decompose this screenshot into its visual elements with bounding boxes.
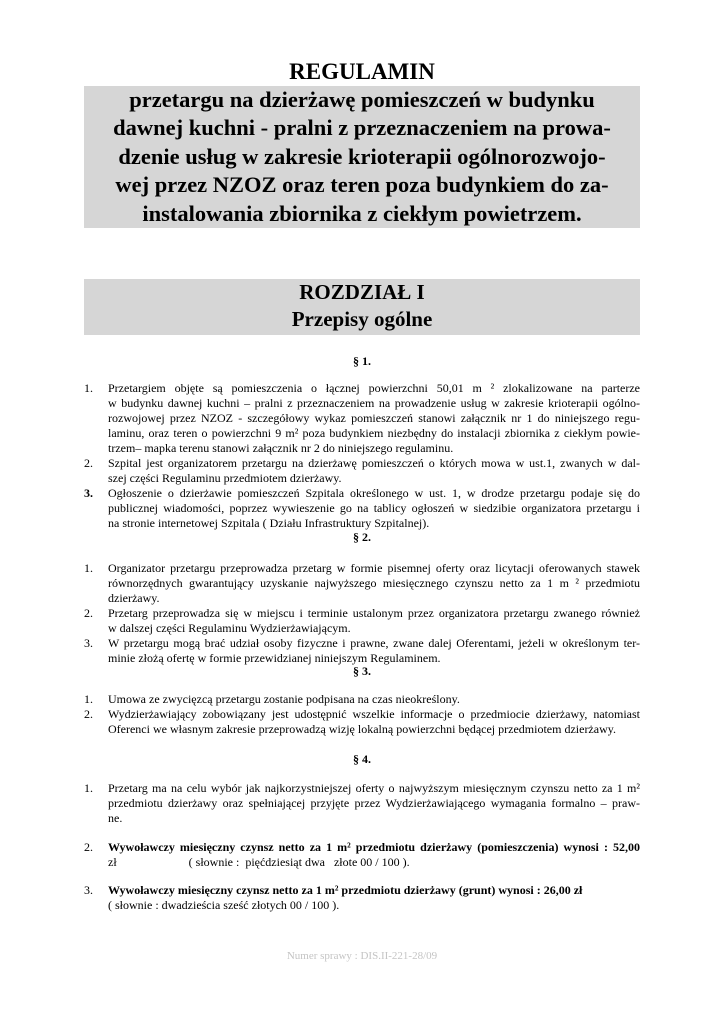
document-subtitle [84, 86, 640, 228]
text-line: ne. [108, 811, 123, 825]
text-line: Oferenci we własnym zakresie przeprowadzą wizję lokalną powierzchni będącej przedmiotem dzierżawy. [108, 722, 616, 736]
text-line: minie złożą ofertę w formie przewidzianej niniejszym Regulaminem. [108, 651, 441, 665]
text-line: W przetargu mogą brać udział osoby fizyczne i prawne, zwane dalej Oferentami, jeżeli w określonym ter- [108, 636, 640, 650]
text-line: Wywoławczy miesięczny czynsz netto za 1 m² przedmiotu dzierżawy (grunt) wynosi : 26,00 zł [108, 883, 583, 897]
text-line: równorzędnych gwarantujący uzyskanie najwyższego miesięcznego czynszu netto za 1 m ² przedmiotu [108, 576, 640, 590]
item-number: 2. [84, 606, 93, 620]
list-item [84, 707, 640, 737]
item-number: 2. [84, 840, 93, 854]
text-line: Wydzierżawiający zobowiązany jest udostępnić wszelkie informacje o przedmiocie dzierżawy, natomiast [108, 707, 640, 721]
chapter-subtitle: Przepisy ogólne [291, 307, 433, 331]
list-item [84, 636, 640, 666]
item-number: 3. [84, 883, 93, 897]
item-number: 1. [84, 781, 93, 795]
subtitle-line: dawnej kuchni - pralni z przeznaczeniem na prowa- [113, 115, 611, 141]
chapter-title: ROZDZIAŁ I [299, 280, 425, 304]
section-mark-1: § 1. [353, 354, 371, 368]
item-number: 3. [84, 636, 93, 650]
item-number: 3. [84, 486, 93, 500]
text-line: dzierżawy. [108, 591, 160, 605]
document-footer: Numer sprawy : DIS.II-221-28/09 [286, 950, 438, 962]
text-line: szej części Regulaminu przedmiotem dzierżawy. [108, 471, 342, 485]
section-2-list [84, 561, 640, 666]
item-number: 1. [84, 381, 93, 395]
list-item [84, 840, 640, 870]
subtitle-line: przetargu na dzierżawę pomieszczeń w budynku [129, 87, 595, 112]
list-item [84, 561, 640, 606]
section-3-list [84, 692, 640, 737]
document-title: REGULAMIN [289, 59, 435, 84]
subtitle-box [84, 86, 640, 228]
text-line: Przetarg ma na celu wybór jak najkorzystniejszej oferty o najwyższym miesięcznym czynszu netto za 1 m² [108, 781, 640, 795]
text-line: Szpital jest organizatorem przetargu na dzierżawę pomieszczeń o których mowa w ust.1, zwanych w dal- [108, 456, 640, 470]
text-line: zł ( słownie : pięćdziesiąt dwa złote 00 / 100 ). [108, 855, 410, 869]
text-line: Ogłoszenie o dzierżawie pomieszczeń Szpitala określonego w ust. 1, w drodze przetargu podaje się do [108, 486, 640, 500]
chapter-header [84, 279, 640, 335]
text-line: w dalszej części Regulaminu Wydzierżawiającym. [108, 621, 351, 635]
subtitle-line: instalowania zbiornika z ciekłym powietrzem. [142, 200, 582, 226]
item-number: 2. [84, 707, 93, 721]
section-4-list-c [84, 883, 640, 913]
text-line: Przetargiem objęte są pomieszczenia o łącznej powierzchni 50,01 m ² zlokalizowane na parterze [108, 381, 640, 395]
text-line: Przetarg przeprowadza się w miejscu i terminie ustalonym przez organizatora przetargu zwanego również [108, 606, 640, 620]
item-text [108, 561, 640, 606]
subtitle-line: dzenie usług w zakresie krioterapii ogólnorozwojo- [118, 143, 606, 169]
text-line: Organizator przetargu przeprowadza przetarg w formie pisemnej oferty oraz licytacji oferowanych stawek [108, 561, 640, 575]
section-4-list [84, 781, 640, 826]
item-text [108, 606, 640, 636]
list-item [84, 692, 640, 707]
item-text [108, 883, 640, 913]
item-text [108, 456, 640, 486]
item-text [108, 781, 640, 826]
list-item [84, 606, 640, 636]
section-mark-3: § 3. [353, 664, 371, 678]
item-text [108, 381, 640, 456]
list-item [84, 883, 640, 913]
text-line: Umowa ze zwycięzcą przetargu zostanie podpisana na czas nieokreślony. [108, 692, 460, 706]
item-text [108, 840, 640, 870]
text-line: rozwojowej przez NZOZ - szczegółowy wykaz pomieszczeń stanowi załącznik nr 1 do niniejszego regu- [108, 411, 640, 425]
text-line: Wywoławczy miesięczny czynsz netto za 1 m² przedmiotu dzierżawy (pomieszczenia) wynosi : 52,00 [108, 840, 640, 854]
item-text [108, 692, 640, 707]
list-item [84, 456, 640, 486]
list-item [84, 381, 640, 456]
text-line: ( słownie : dwadzieścia sześć złotych 00 / 100 ). [108, 898, 340, 912]
text-line: publicznej wiadomości, poprzez wywieszenie go na tablicy ogłoszeń w siedzibie organizatora przetargu i [108, 501, 640, 515]
item-number: 1. [84, 692, 93, 706]
section-mark-2: § 2. [353, 530, 371, 544]
list-item [84, 781, 640, 826]
section-mark-4: § 4. [353, 752, 371, 766]
item-text [108, 707, 640, 737]
item-number: 1. [84, 561, 93, 575]
item-text [108, 486, 640, 531]
section-1-list [84, 381, 640, 531]
item-text [108, 636, 640, 666]
item-number: 2. [84, 456, 93, 470]
subtitle-line: wej przez NZOZ oraz teren poza budynkiem do za- [115, 172, 609, 198]
text-line: laminu, oraz teren o powierzchni 9 m² poza budynkiem niezbędny do instalacji zbiornika z ciekłym powie- [108, 426, 640, 440]
list-item [84, 486, 640, 531]
text-line: trzem– mapka terenu stanowi załącznik nr 2 do niniejszego regulaminu. [108, 441, 454, 455]
text-line: na stronie internetowej Szpitala ( Działu Infrastruktury Szpitalnej). [108, 516, 430, 530]
text-line: w budynku dawnej kuchni – pralni z przeznaczeniem na prowadzenie usług w zakresie krioterapii ogólno- [108, 396, 640, 410]
section-4-list-b [84, 840, 640, 870]
text-line: przedmiotu dzierżawy oraz spełniającej przyjęte przez Wydzierżawiającego wymagania formalno – praw- [108, 796, 640, 810]
